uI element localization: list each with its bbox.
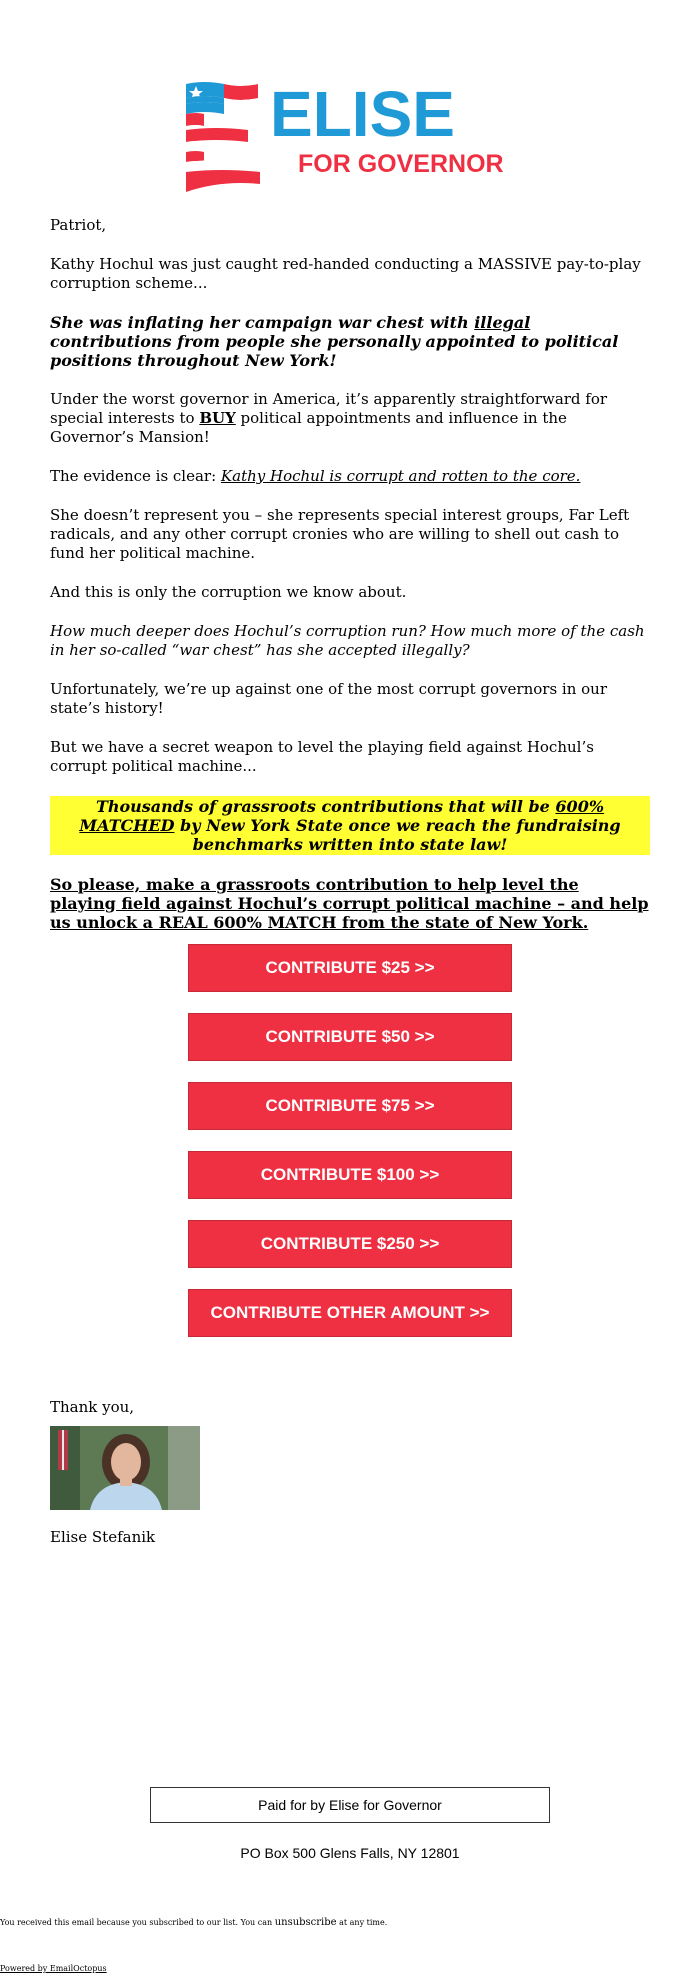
cta-paragraph: So please, make a grassroots contribution to help level the playing field against Hochul’s corrupt political machine – and help us unlock a REAL 600% MATCH from the state of New York.: [50, 875, 649, 932]
signature-name: Elise Stefanik: [50, 1528, 156, 1546]
paragraph-7: How much deeper does Hochul’s corruption run? How much more of the cash in her so-called “war chest” has she accepted illegally?: [50, 622, 645, 659]
mailing-address: PO Box 500 Glens Falls, NY 12801: [240, 1845, 460, 1861]
logo-name: ELISE: [270, 80, 455, 150]
contribute-75-button[interactable]: CONTRIBUTE $75 >>: [188, 1082, 512, 1130]
greeting: Patriot,: [50, 216, 107, 234]
closing-thanks: Thank you,: [50, 1398, 135, 1416]
campaign-logo: [186, 80, 516, 192]
match-highlight: Thousands of grassroots contributions that will be 600% MATCHED by New York State once we reach the fundraising benchmarks written into state law!: [50, 796, 650, 855]
paid-for-box: Paid for by Elise for Governor: [150, 1787, 550, 1823]
paragraph-5: She doesn’t represent you – she represents special interest groups, Far Left radicals, and any other corrupt cronies who are willing to shell out cash to fund her political machine.: [50, 506, 630, 562]
unsubscribe-link[interactable]: unsubscribe: [274, 1917, 337, 1928]
contribute-50-button[interactable]: CONTRIBUTE $50 >>: [188, 1013, 512, 1061]
paragraph-2: She was inflating her campaign war chest with illegal contributions from people she personally appointed to political positions throughout New York!: [50, 313, 619, 370]
contribute-25-button[interactable]: CONTRIBUTE $25 >>: [188, 944, 512, 992]
paragraph-3: Under the worst governor in America, it’s apparently straightforward for special interests to BUY political appointments and influence in the Governor’s Mansion!: [50, 390, 608, 446]
powered-by-link[interactable]: Powered by EmailOctopus: [0, 1964, 107, 1973]
letter-body: [50, 216, 650, 952]
contribute-100-button[interactable]: CONTRIBUTE $100 >>: [188, 1151, 512, 1199]
contribute-other-button[interactable]: CONTRIBUTE OTHER AMOUNT >>: [188, 1289, 512, 1337]
paragraph-9: But we have a secret weapon to level the playing field against Hochul’s corrupt political machine...: [50, 738, 594, 775]
candidate-photo: [50, 1426, 200, 1510]
logo-tagline: FOR GOVERNOR: [298, 150, 504, 178]
paragraph-6: And this is only the corruption we know about.: [50, 583, 407, 601]
contribute-250-button[interactable]: CONTRIBUTE $250 >>: [188, 1220, 512, 1268]
subscription-note: You received this email because you subscribed to our list. You can unsubscribe at any time.: [0, 1917, 388, 1928]
flag-e-icon: [186, 80, 516, 192]
paragraph-4: The evidence is clear: Kathy Hochul is corrupt and rotten to the core.: [50, 467, 581, 485]
paragraph-8: Unfortunately, we’re up against one of the most corrupt governors in our state’s history!: [50, 680, 608, 717]
paragraph-1: Kathy Hochul was just caught red-handed conducting a MASSIVE pay-to-play corruption scheme...: [50, 255, 641, 292]
